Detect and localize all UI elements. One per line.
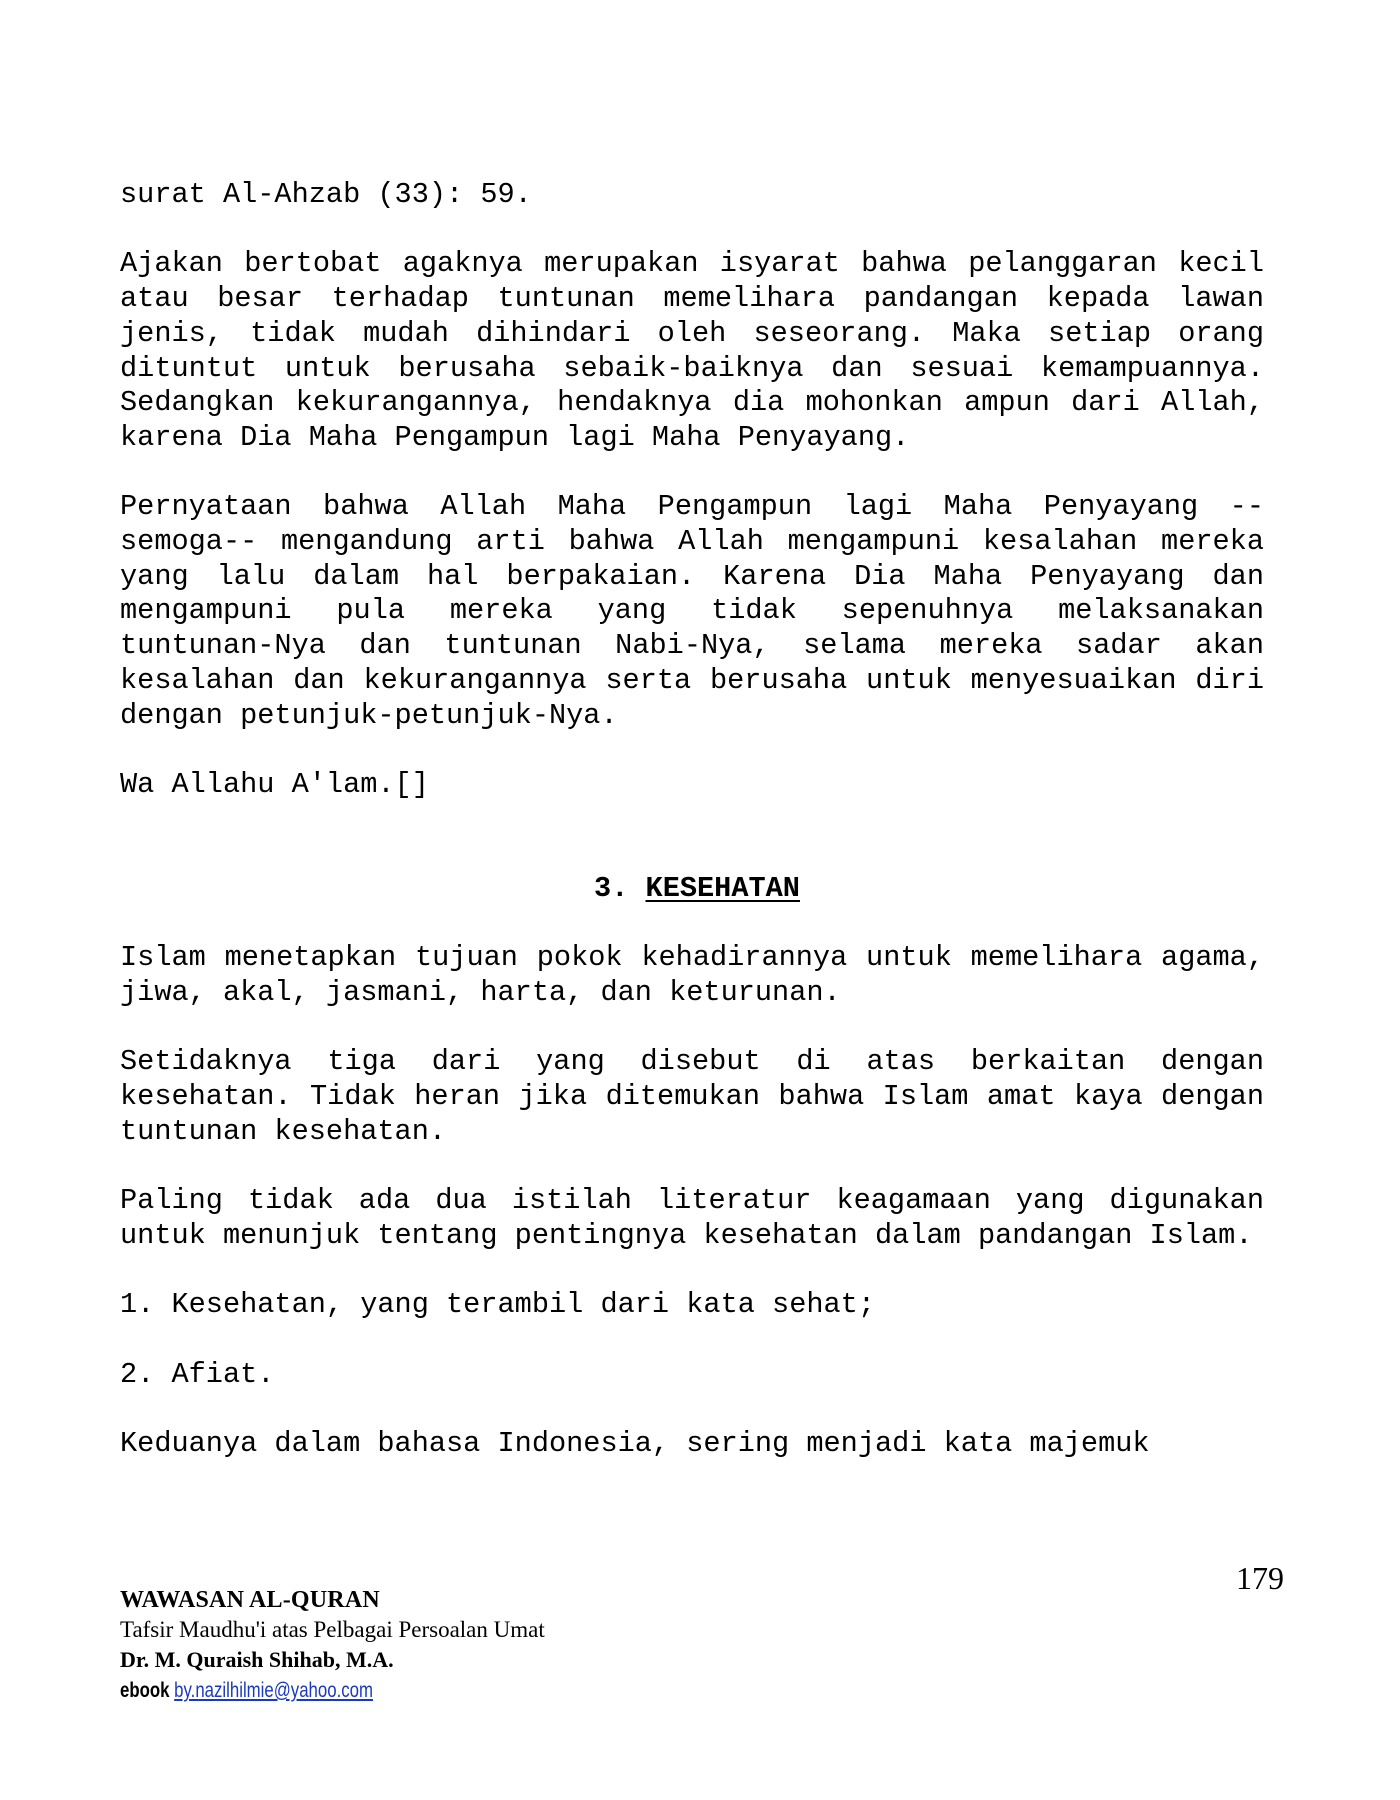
footer-ebook [120,1675,460,1707]
paragraph-1: Ajakan bertobat agaknya merupakan isyarat bahwa pelanggaran kecil atau besar terhadap tuntunan memelihara pandangan kepada lawan jenis, tidak mudah dihindari oleh seseorang. Maka setiap orang dituntut untuk berusaha sebaik-baiknya dan sesuai kemampuannya. Sedangkan kekurangannya, hendaknya dia mohonkan ampun dari Allah, karena Dia Maha Pengampun lagi Maha Penyayang. [120,247,1264,454]
closing-line: Wa Allahu A'lam.[] [120,767,429,801]
section-title: KESEHATAN [645,871,800,905]
paragraph-4: Setidaknya tiga dari yang disebut di atas berkaitan dengan kesehatan. Tidak heran jika ditemukan bahwa Islam amat kaya dengan tuntunan kesehatan. [120,1045,1264,1148]
intro-line: surat Al-Ahzab (33): 59. [120,178,532,211]
section-spacer [120,837,1264,872]
paragraph-6: Keduanya dalam bahasa Indonesia, sering menjadi kata majemuk [120,1427,1150,1461]
footer-ebook-link[interactable]: by.nazilhilmie@yahoo.com [174,1679,373,1702]
footer-book-title: WAWASAN AL-QURAN [120,1587,380,1613]
list-item-2: 2. Afiat. [120,1357,275,1391]
footer-ebook-label: ebook [120,1679,170,1702]
footer-author: Dr. M. Quraish Shihab, M.A. [120,1647,394,1672]
list-item-1: 1. Kesehatan, yang terambil dari kata sehat; [120,1288,875,1322]
document-body [120,178,1264,1497]
section-heading [120,872,1264,907]
paragraph-3: Islam menetapkan tujuan pokok kehadirannya untuk memelihara agama, jiwa, akal, jasmani, harta, dan keturunan. [120,941,1264,1010]
page-footer [120,1585,545,1707]
footer-subtitle: Tafsir Maudhu'i atas Pelbagai Persoalan Umat [120,1617,545,1642]
page-number: 179 [1236,1560,1284,1596]
paragraph-2: Pernyataan bahwa Allah Maha Pengampun lagi Maha Penyayang --semoga-- mengandung arti bahwa Allah mengampuni kesalahan mereka yang lalu dalam hal berpakaian. Karena Dia Maha Penyayang dan mengampuni pula mereka yang tidak sepenuhnya melaksanakan tuntunan-Nya dan tuntunan Nabi-Nya, selama mereka sadar akan kesalahan dan kekurangannya serta berusaha untuk menyesuaikan diri dengan petunjuk-petunjuk-Nya. [120,490,1264,732]
section-number: 3. [594,871,629,905]
paragraph-5: Paling tidak ada dua istilah literatur keagamaan yang digunakan untuk menunjuk tentang pentingnya kesehatan dalam pandangan Islam. [120,1184,1264,1252]
